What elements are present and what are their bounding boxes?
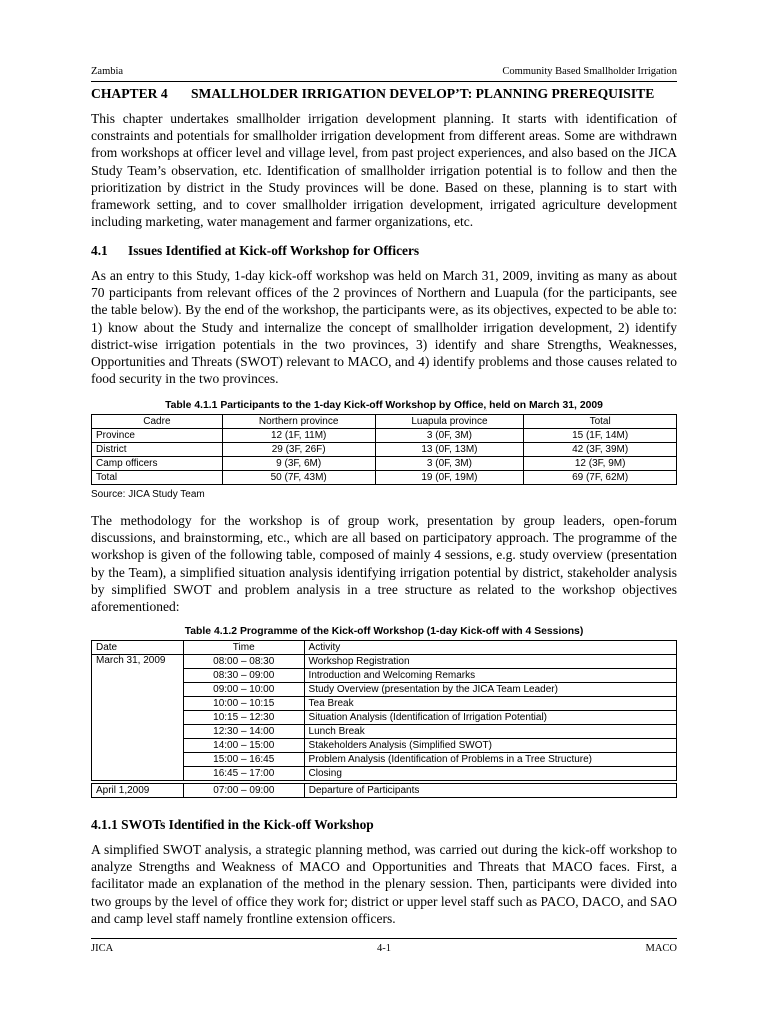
section-4-1-number: 4.1 [91,243,108,258]
time-cell: 15:00 – 16:45 [183,753,304,767]
time-cell: 10:15 – 12:30 [183,711,304,725]
footer-left: JICA [91,943,114,954]
table-cell: 9 (3F, 6M) [222,457,375,471]
section-4-1-paragraph-2: The methodology for the workshop is of group work, presentation by group leaders, open-forum discussions, and brainstorming, etc., which are all based on participatory approach. The programme of the workshop is given of the following table, composed of mainly 4 sessions, e.g. study overview (presentation by the Team), a simplified situation analysis identifying irrigation potential by district, stakeholder analysis by simplified SWOT and problem analysis in a tree structure as related to the workshop objectives aforementioned: [91,513,677,615]
time-cell: 16:45 – 17:00 [183,767,304,781]
intro-paragraph: This chapter undertakes smallholder irrigation development planning. It starts with identification of constraints and potentials for smallholder irrigation development from different areas. Some are withdrawn from workshops at officer level and village level, from past project experiences, and also based on the JICA Study Team’s observation, etc. Identification of smallholder irrigation potential is to follow and then the prioritization by district in the Study provinces will be done. Based on these, planning is to start with framework setting, and to cover smallholder irrigation development, irrigated agriculture development including marketing, water management and farmer organizations, etc. [91,111,677,230]
time-cell: 12:30 – 14:00 [183,725,304,739]
table-4-1-1-caption: Table 4.1.1 Participants to the 1-day Kick-off Workshop by Office, held on March 31, 2009 [165,400,603,411]
time-cell: 10:00 – 10:15 [183,697,304,711]
column-header: Activity [304,641,676,655]
table-header-row [92,415,677,429]
table-cell: 69 (7F, 62M) [524,471,677,485]
column-header: Luapula province [375,415,524,429]
table-cell: District [92,443,223,457]
table-row [92,784,677,798]
table-cell: 50 (7F, 43M) [222,471,375,485]
table-row [92,655,677,669]
page-header [91,66,677,80]
table-row [92,471,677,485]
section-4-1-paragraph-1: As an entry to this Study, 1-day kick-off workshop was held on March 31, 2009, inviting as many as about 70 participants from relevant offices of the 2 provinces of Northern and Luapula (for the participants, see the table below). By the end of the workshop, the participants were, as its objectives, expected to be able to: 1) know about the Study and internalize the concept of smallholder irrigation development, 2) identify district-wise irrigation potentials in the two provinces, 3) identify and share Strengths, Weaknesses, Opportunities and Threats (SWOT) relevant to MACO, and 4) identify problems and those causes related to food security in the two provinces. [91,268,677,387]
table-row [92,429,677,443]
column-header: Cadre [92,415,223,429]
table-cell: 12 (3F, 9M) [524,457,677,471]
date-cell: April 1,2009 [92,784,184,798]
programme-table-last-row [91,783,677,798]
table-cell: 3 (0F, 3M) [375,429,524,443]
activity-cell: Introduction and Welcoming Remarks [304,669,676,683]
activity-cell: Study Overview (presentation by the JICA Team Leader) [304,683,676,697]
footer-right: MACO [645,943,677,954]
section-4-1-1-heading: 4.1.1 SWOTs Identified in the Kick-off Workshop [91,817,374,832]
activity-cell: Workshop Registration [304,655,676,669]
page-footer [91,943,677,957]
activity-cell: Stakeholders Analysis (Simplified SWOT) [304,739,676,753]
document-page [91,0,677,1024]
activity-cell: Departure of Participants [304,784,676,798]
table-cell: 3 (0F, 3M) [375,457,524,471]
programme-table [91,640,677,781]
column-header: Northern province [222,415,375,429]
table-cell: Total [92,471,223,485]
chapter-heading [91,86,654,102]
table-source-note: Source: JICA Study Team [91,489,205,500]
section-4-1-1-paragraph: A simplified SWOT analysis, a strategic planning method, was carried out during the kick-off workshop to analyze Strengths and Weakness of MACO and Opportunities and Threats that MACO faces. First, a facilitator made an explanation of the method in the plenary session. Then, participants were divided into two groups by the level of office they work for; district or upper level staff such as PACO, DACO, and SAO and camp level staff namely frontline extension officers. [91,842,677,926]
activity-cell: Situation Analysis (Identification of Irrigation Potential) [304,711,676,725]
header-rule [91,81,677,82]
header-right: Community Based Smallholder Irrigation [502,66,677,77]
table-cell: Province [92,429,223,443]
time-cell: 09:00 – 10:00 [183,683,304,697]
section-4-1-title: Issues Identified at Kick-off Workshop for Officers [128,243,420,258]
table-cell: Camp officers [92,457,223,471]
time-cell: 08:00 – 08:30 [183,655,304,669]
table-4-1-2-caption: Table 4.1.2 Programme of the Kick-off Workshop (1-day Kick-off with 4 Sessions) [184,626,584,637]
column-header: Total [524,415,677,429]
table-cell: 19 (0F, 19M) [375,471,524,485]
activity-cell: Problem Analysis (Identification of Problems in a Tree Structure) [304,753,676,767]
participants-table [91,414,677,485]
column-header: Date [92,641,184,655]
footer-rule [91,938,677,939]
table-cell: 12 (1F, 11M) [222,429,375,443]
page-number: 4-1 [377,943,391,954]
section-4-1-heading [91,243,419,259]
activity-cell: Tea Break [304,697,676,711]
table-row [92,443,677,457]
column-header: Time [183,641,304,655]
date-cell: March 31, 2009 [92,655,184,781]
table-cell: 15 (1F, 14M) [524,429,677,443]
header-left: Zambia [91,66,124,77]
chapter-title: SMALLHOLDER IRRIGATION DEVELOP’T: PLANNING PREREQUISITE [191,86,655,101]
table-cell: 42 (3F, 39M) [524,443,677,457]
time-cell: 07:00 – 09:00 [183,784,304,798]
time-cell: 14:00 – 15:00 [183,739,304,753]
table-cell: 13 (0F, 13M) [375,443,524,457]
table-cell: 29 (3F, 26F) [222,443,375,457]
chapter-number: CHAPTER 4 [91,86,168,101]
table-row [92,457,677,471]
activity-cell: Closing [304,767,676,781]
activity-cell: Lunch Break [304,725,676,739]
time-cell: 08:30 – 09:00 [183,669,304,683]
table-header-row [92,641,677,655]
